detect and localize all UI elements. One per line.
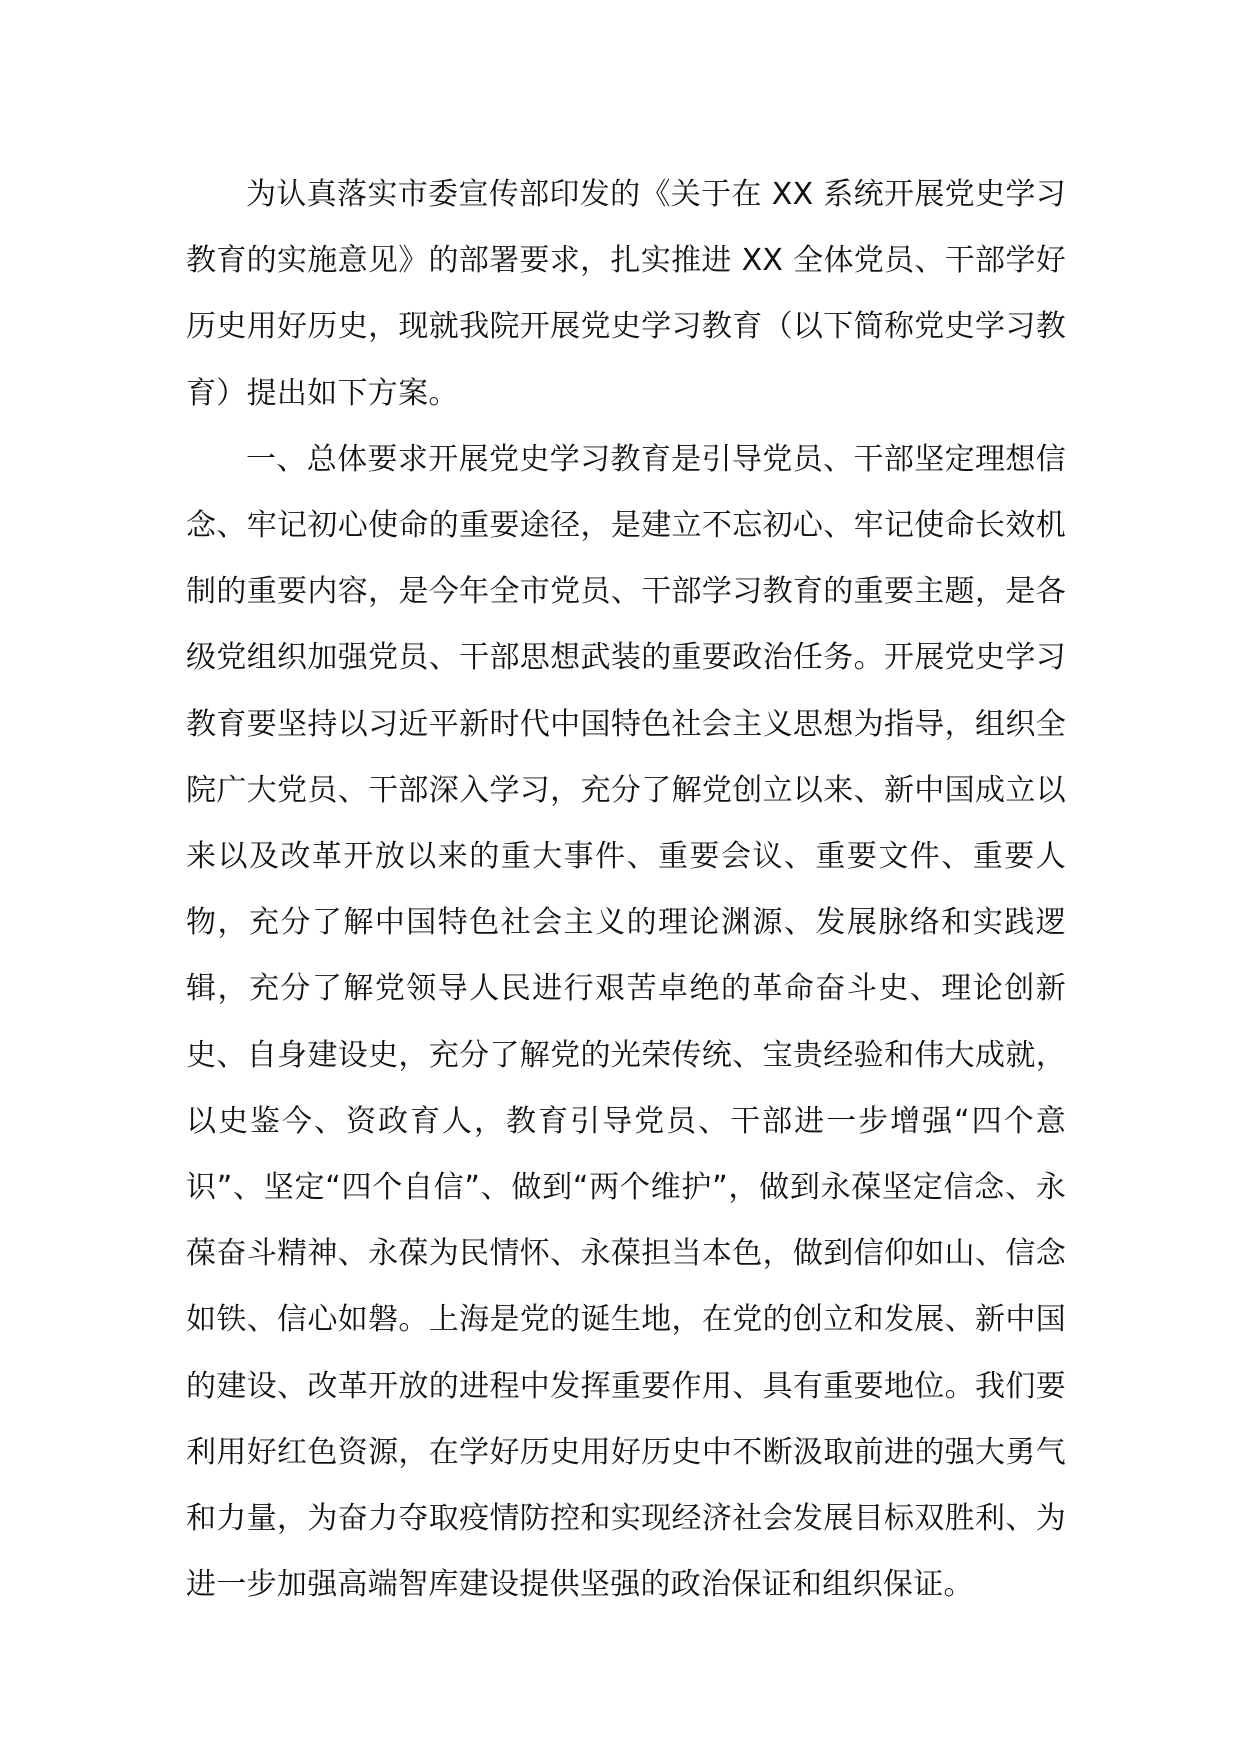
paragraph-general-requirements: 一、总体要求开展党史学习教育是引导党员、干部坚定理想信念、牢记初心使命的重要途径，是建立不忘初心、牢记使命长效机制的重要内容，是今年全市党员、干部学习教育的重要主题，是各级党组织加强党员、干部思想武装的重要政治任务。开展党史学习教育要坚持以习近平新时代中国特色社会主义思想为指导，组织全院广大党员、干部深入学习，充分了解党创立以来、新中国成立以来以及改革开放以来的重大事件、重要会议、重要文件、重要人物，充分了解中国特色社会主义的理论渊源、发展脉络和实践逻辑，充分了解党领导人民进行艰苦卓绝的革命奋斗史、理论创新史、自身建设史，充分了解党的光荣传统、宝贵经验和伟大成就，以史鉴今、资政育人，教育引导党员、干部进一步增强“四个意识”、坚定“四个自信”、做到“两个维护”，做到永葆坚定信念、永葆奋斗精神、永葆为民情怀、永葆担当本色，做到信仰如山、信念如铁、信心如磐。上海是党的诞生地，在党的创立和发展、新中国的建设、改革开放的进程中发挥重要作用、具有重要地位。我们要利用好红色资源，在学好历史用好历史中不断汲取前进的强大勇气和力量，为奋力夺取疫情防控和实现经济社会发展目标双胜利、为进一步加强高端智库建设提供坚强的政治保证和组织保证。 — [186, 441, 1066, 1603]
paragraph-intro: 为认真落实市委宣传部印发的《关于在 XX 系统开展党史学习教育的实施意见》的部署要求，扎实推进 XX 全体党员、干部学好历史用好历史，现就我院开展党史学习教育（以下简称党史学习教育）提出如下方案。 — [186, 177, 1066, 411]
document-body — [186, 162, 1066, 1618]
